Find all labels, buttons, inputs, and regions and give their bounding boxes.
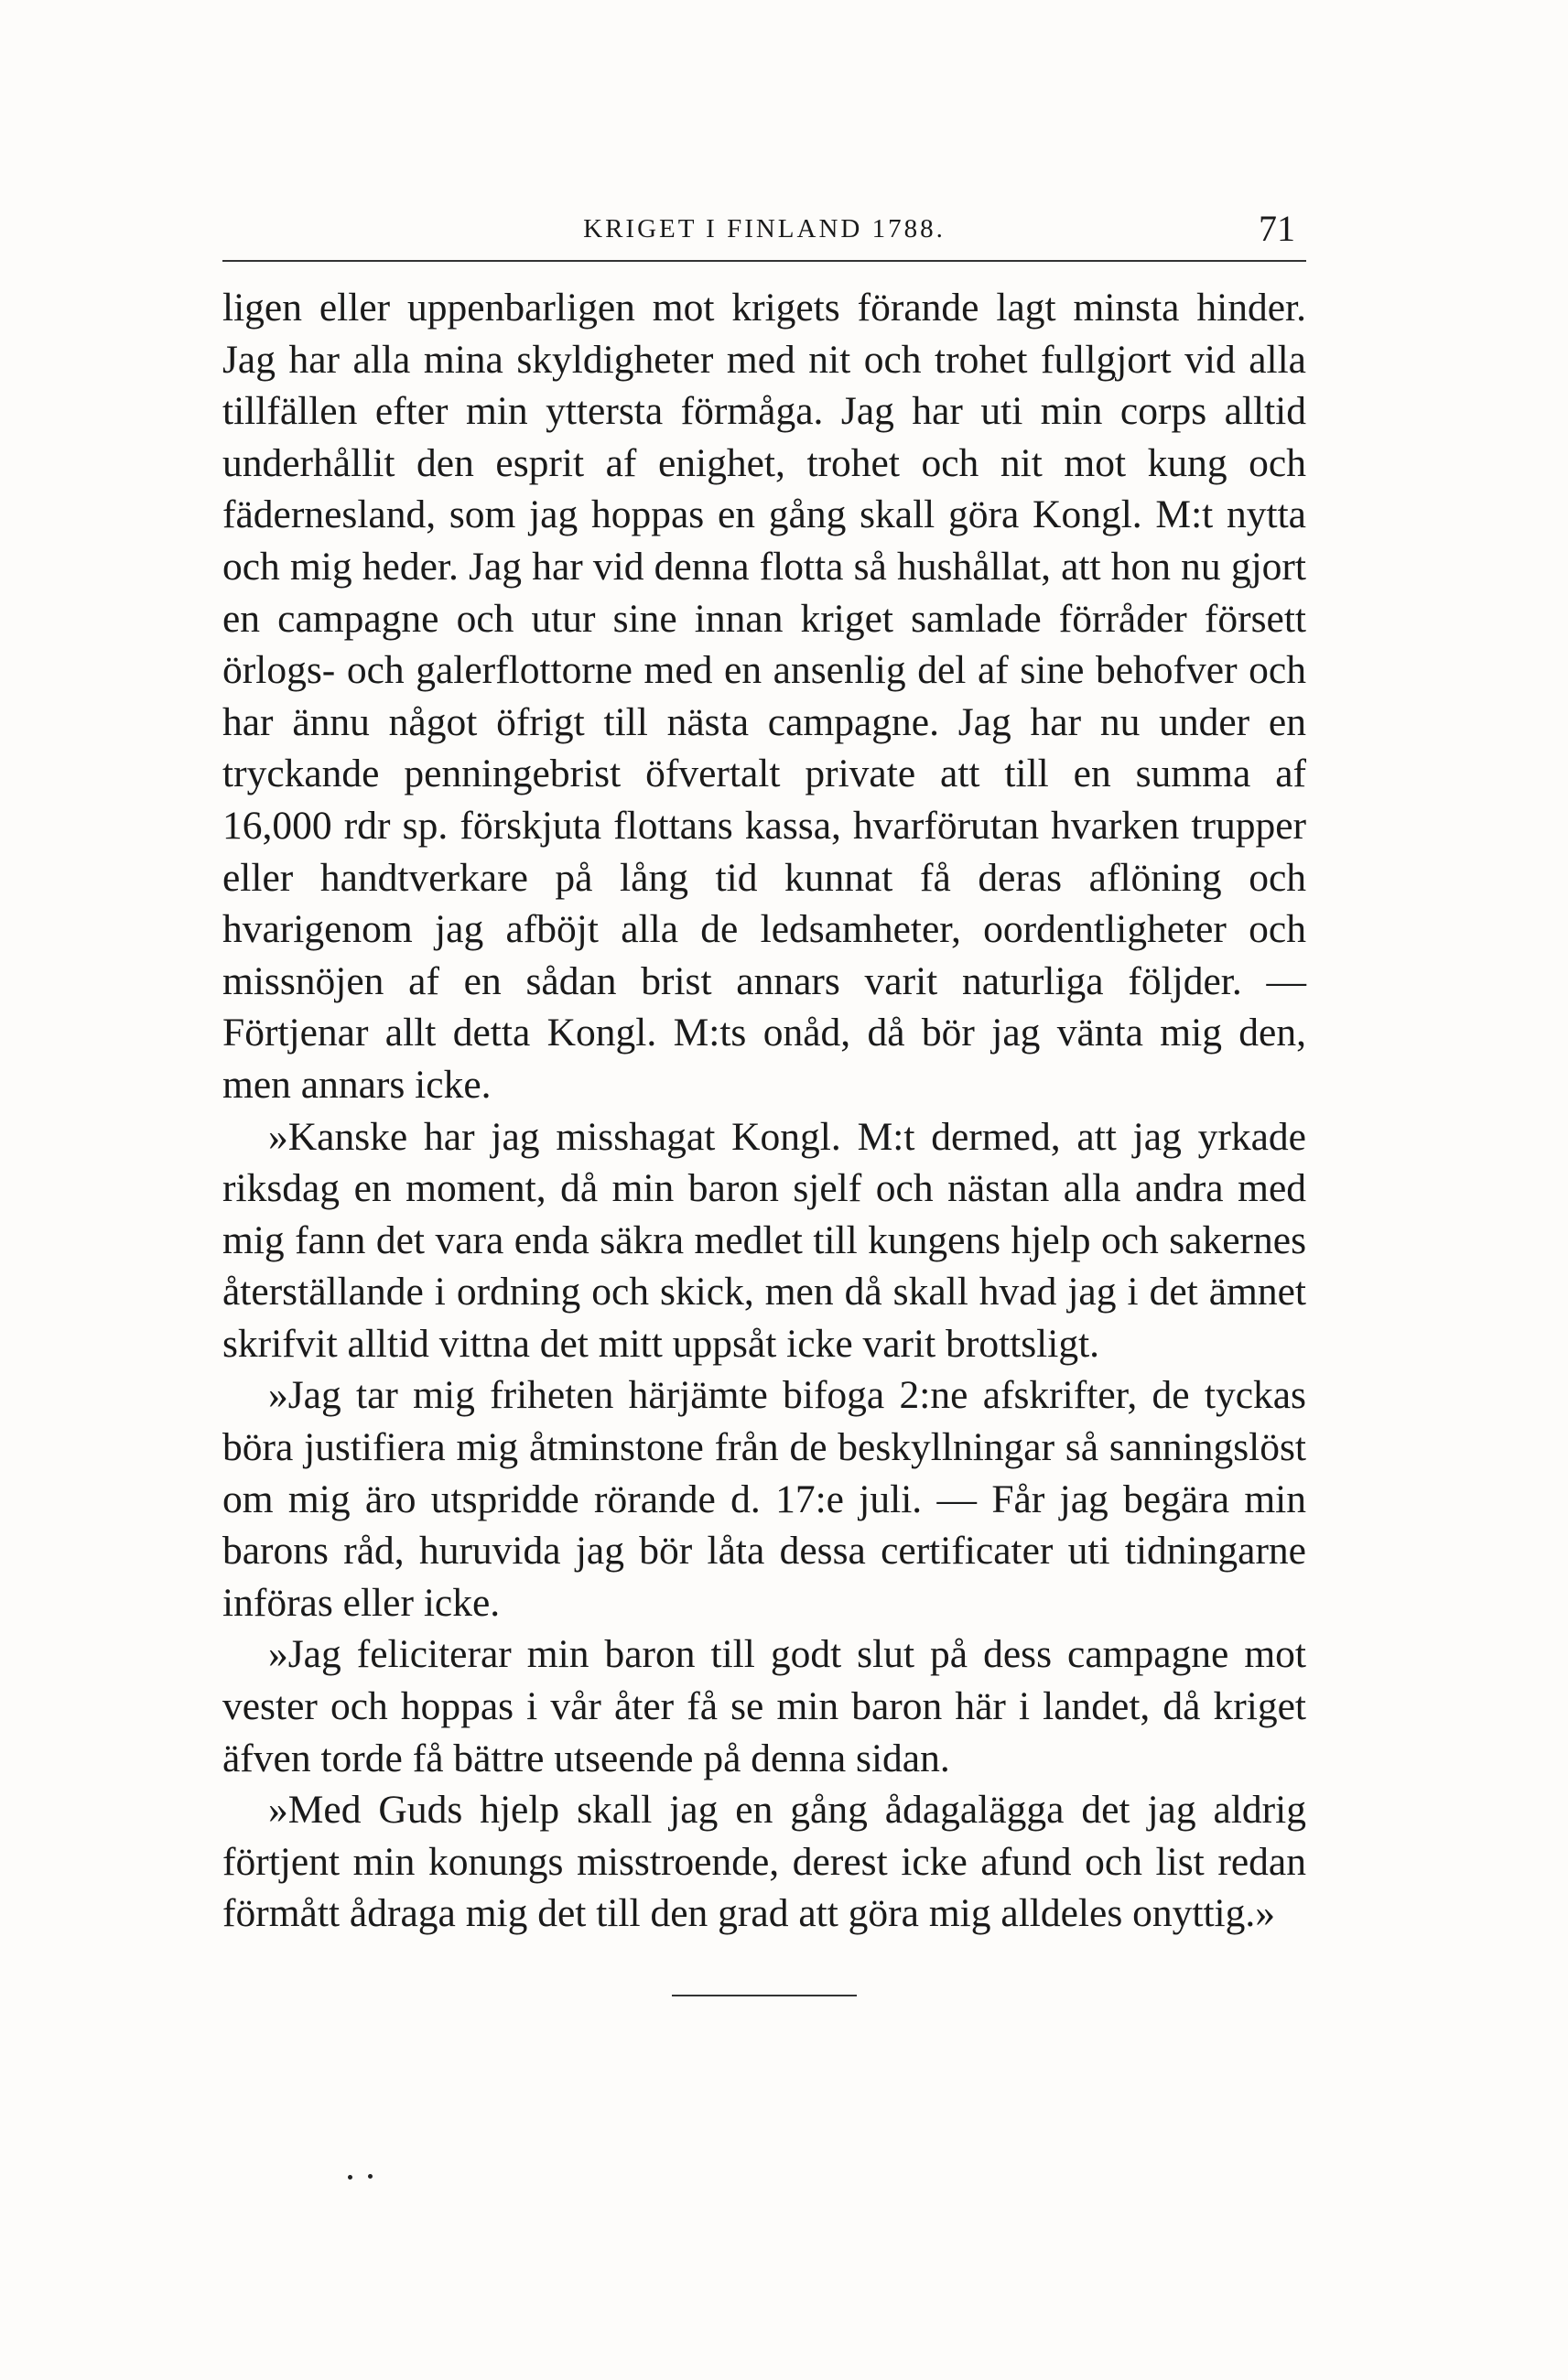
paragraph-5: »Med Guds hjelp skall jag en gång ådagalägga det jag aldrig förtjent min konungs misstroende, derest icke afund och list redan förmått ådraga mig det till den grad att göra mig alldeles onyttig.» bbox=[222, 1788, 1306, 1936]
paragraph-2: »Kanske har jag misshagat Kongl. M:t dermed, att jag yrkade riksdag en moment, då min baron sjelf och nästan alla andra med mig fann det vara enda säkra medlet till kungens hjelp och sakernes återställande i ordning och skick, men då skall hvad jag i det ämnet skrifvit alltid vittna det mitt uppsåt icke varit brottsligt. bbox=[222, 1114, 1306, 1366]
paragraph-1: ligen eller uppenbarligen mot krigets förande lagt minsta hinder. Jag har alla mina skyldigheter med nit och trohet fullgjort vid alla tillfällen efter min yttersta förmåga. Jag har uti min corps alltid underhållit den esprit af enighet, trohet och nit mot kung och fädernesland, som jag hoppas en gång skall göra Kongl. M:t nytta och mig heder. Jag har vid denna flotta så hushållat, att hon nu gjort en campagne och utur sine innan kriget samlade förråder försett örlogs- och galerflottorne med en ansenlig del af sine behofver och har ännu något öfrigt till nästa campagne. Jag har nu under en tryckande penningebrist öfvertalt private att till en summa af 16,000 rdr sp. förskjuta flottans kassa, hvarförutan hvarken trupper eller handtverkare på lång tid kunnat få deras aflöning och hvarigenom jag afböjt alla de ledsamheter, oordentligheter och missnöjen af en sådan brist annars varit naturliga följder. — Förtjenar allt detta Kongl. M:ts onåd, då bör jag vänta mig den, men annars icke. bbox=[222, 286, 1306, 1107]
paragraph-4: »Jag feliciterar min baron till godt slut på dess campagne mot vester och hoppas i vår åter få se min baron här i landet, då kriget äfven torde få bättre utseende på denna sidan. bbox=[222, 1632, 1306, 1780]
header-rule bbox=[222, 260, 1306, 262]
running-title: KRIGET I FINLAND 1788. bbox=[583, 214, 946, 243]
paragraph-3: »Jag tar mig friheten härjämte bifoga 2:ne afskrifter, de tyckas böra justifiera mig åtminstone från de beskyllningar så sanningslöst om mig äro utspridde rörande d. 17:e juli. — Får jag begära min barons råd, huruvida jag bör låta dessa certificater uti tidningarne införas eller icke. bbox=[222, 1373, 1306, 1625]
end-rule bbox=[672, 1995, 857, 1996]
body-text bbox=[222, 282, 1306, 1940]
book-page bbox=[222, 208, 1306, 1940]
running-head bbox=[222, 208, 1306, 260]
page-number: 71 bbox=[1259, 208, 1295, 249]
print-specks bbox=[348, 2172, 384, 2181]
